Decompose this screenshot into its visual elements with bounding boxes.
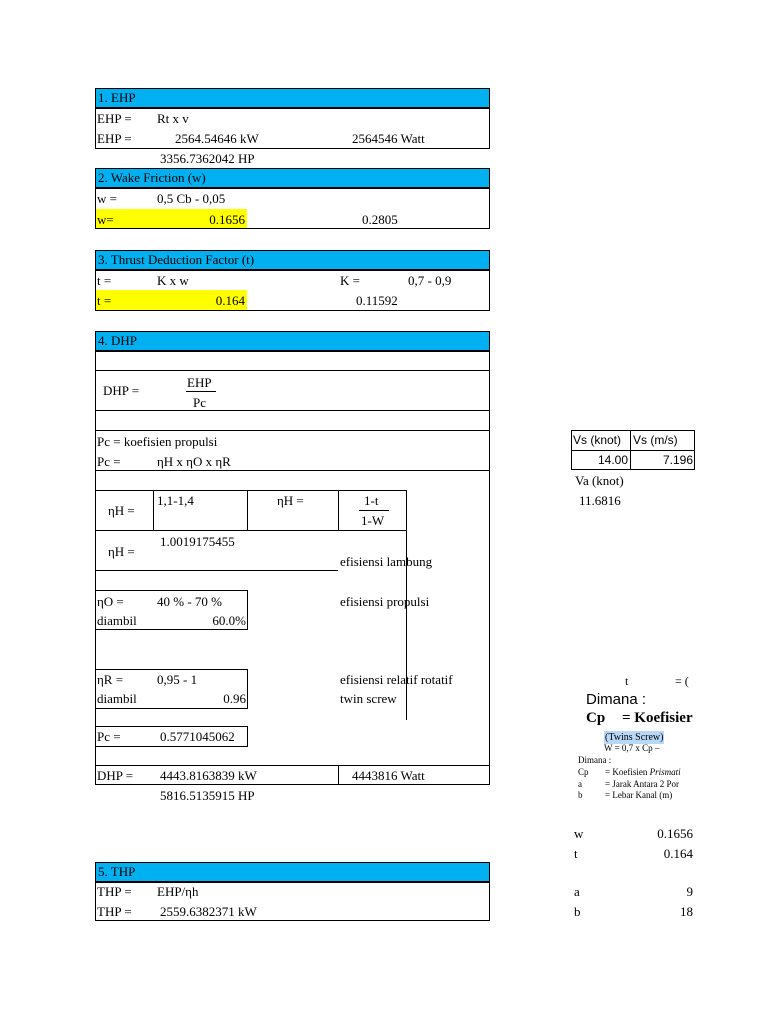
- eta-h-range: 1,1-1,4: [157, 493, 194, 508]
- inset-dimana-small: Dimana :: [578, 755, 612, 765]
- fraction-bar: [186, 391, 216, 392]
- diambil-label: diambil: [97, 691, 137, 706]
- pc-result-value: 0.5771045062: [160, 729, 235, 744]
- inset-row1-label: Cp: [578, 767, 589, 777]
- diambil-label: diambil: [97, 613, 137, 628]
- summary-a-label: a: [574, 884, 580, 899]
- text-cursor: [406, 530, 407, 720]
- eta-h-numerator: 1-t: [364, 493, 379, 508]
- divider: [571, 450, 695, 451]
- wake-formula: 0,5 Cb - 0,05: [157, 191, 226, 206]
- inset-row3-def: = Lebar Kanal (m): [605, 790, 673, 800]
- efisiensi-propulsi: efisiensi propulsi: [340, 594, 430, 609]
- divider: [95, 370, 490, 371]
- inset-w-eq: W = 0,7 x Cp –: [604, 743, 660, 753]
- divider: [247, 490, 248, 530]
- pc-formula-label: Pc =: [97, 454, 121, 469]
- summary-a-value: 9: [686, 884, 693, 899]
- summary-w-value: 0.1656: [657, 826, 693, 841]
- inset-row2-label: a: [578, 779, 582, 789]
- wake-alt-value: 0.2805: [362, 212, 398, 227]
- eta-o-label: ηO =: [97, 594, 124, 609]
- ehp-result-label: EHP =: [97, 131, 132, 146]
- eta-h-value: 1.0019175455: [160, 534, 235, 549]
- twin-screw-label: twin screw: [340, 691, 397, 706]
- wake-result-label: w=: [97, 212, 114, 227]
- eta-h-label: ηH =: [108, 503, 135, 518]
- divider: [95, 765, 490, 766]
- eta-h-label-2: ηH =: [277, 493, 304, 508]
- thrust-alt-value: 0.11592: [356, 293, 398, 308]
- vs-knot-header: Vs (knot): [573, 433, 622, 447]
- thrust-formula-label: t =: [97, 273, 112, 288]
- inset-dimana: Dimana :: [586, 691, 647, 708]
- divider: [338, 490, 339, 530]
- ehp-formula: Rt x v: [157, 111, 189, 126]
- divider: [95, 410, 490, 411]
- eta-o-range: 40 % - 70 %: [157, 594, 222, 609]
- inset-t-label: t: [625, 674, 629, 688]
- formula-image: [575, 668, 696, 810]
- pc-formula: ηH x ηO x ηR: [157, 454, 231, 469]
- divider: [95, 530, 407, 531]
- dhp-hp: 5816.5135915 HP: [160, 788, 255, 803]
- dhp-numerator: EHP: [187, 375, 212, 390]
- dhp-kw: 4443.8163839 kW: [160, 768, 257, 783]
- efisiensi-rotatif: efisiensi relatif rotatif: [340, 672, 453, 687]
- thrust-k-label: K =: [340, 273, 360, 288]
- thrust-k-range: 0,7 - 0,9: [408, 273, 452, 288]
- ehp-kw: 2564.54646 kW: [175, 131, 259, 146]
- eta-r-value: 0.96: [223, 691, 246, 706]
- thp-kw: 2559.6382371 kW: [160, 904, 257, 919]
- va-value: 11.6816: [579, 493, 621, 508]
- ehp-hp: 3356.7362042 HP: [160, 151, 255, 166]
- fraction-bar: [359, 510, 389, 511]
- thp-formula: EHP/ηh: [157, 884, 199, 899]
- eta-r-range: 0,95 - 1: [157, 672, 198, 687]
- summary-t-label: t: [574, 846, 578, 861]
- eta-h-denominator: 1-W: [361, 513, 385, 528]
- section-header-wake: 2. Wake Friction (w): [95, 168, 490, 188]
- inset-row3-label: b: [578, 790, 583, 800]
- section-header-thrust: 3. Thrust Deduction Factor (t): [95, 250, 490, 270]
- vs-knot-value: 14.00: [597, 453, 628, 467]
- section-header-thp: 5. THP: [95, 862, 490, 882]
- thrust-formula: K x w: [157, 273, 189, 288]
- eta-h-label-3: ηH =: [108, 544, 135, 559]
- inset-t-eq: = (: [675, 674, 689, 688]
- ehp-watt: 2564546 Watt: [352, 131, 425, 146]
- dhp-watt: 4443816 Watt: [352, 768, 425, 783]
- summary-b-value: 18: [680, 904, 693, 919]
- efisiensi-lambung: efisiensi lambung: [340, 554, 433, 569]
- summary-w-label: w: [574, 826, 584, 841]
- wake-formula-label: w =: [97, 191, 117, 206]
- thrust-result-label: t =: [97, 293, 112, 308]
- vs-ms-value: 7.196: [662, 453, 693, 467]
- ehp-formula-label: EHP =: [97, 111, 132, 126]
- section-header-ehp: 1. EHP: [95, 88, 490, 108]
- inset-cp-label: Cp: [586, 710, 606, 726]
- summary-b-label: b: [574, 904, 581, 919]
- pc-result-label: Pc =: [97, 729, 121, 744]
- divider: [95, 570, 338, 571]
- dhp-formula-label: DHP =: [103, 383, 140, 398]
- inset-cp-def: = Koefisier: [622, 710, 693, 726]
- inset-row1-def: = Koefisien Prismati: [605, 767, 681, 777]
- eta-r-label: ηR =: [97, 672, 124, 687]
- pc-definition: Pc = koefisien propulsi: [97, 434, 218, 449]
- inset-twins-screw: (Twins Screw): [605, 732, 664, 743]
- va-label: Va (knot): [575, 473, 624, 488]
- divider: [95, 470, 490, 471]
- thp-result-label: THP =: [97, 904, 132, 919]
- section-header-dhp: 4. DHP: [95, 331, 490, 351]
- thp-formula-label: THP =: [97, 884, 132, 899]
- divider: [338, 765, 339, 785]
- eta-o-value: 60.0%: [212, 613, 246, 628]
- dhp-denominator: Pc: [193, 395, 206, 410]
- inset-row2-def: = Jarak Antara 2 Por: [605, 779, 680, 789]
- divider: [153, 490, 154, 530]
- divider: [95, 430, 490, 431]
- summary-t-value: 0.164: [663, 846, 693, 861]
- wake-result-value: 0.1656: [209, 212, 245, 227]
- vs-ms-header: Vs (m/s): [633, 433, 678, 447]
- ehp-box: [95, 108, 490, 149]
- thp-box: [95, 882, 490, 921]
- dhp-result-label: DHP =: [97, 768, 134, 783]
- thrust-result-value: 0.164: [215, 293, 245, 308]
